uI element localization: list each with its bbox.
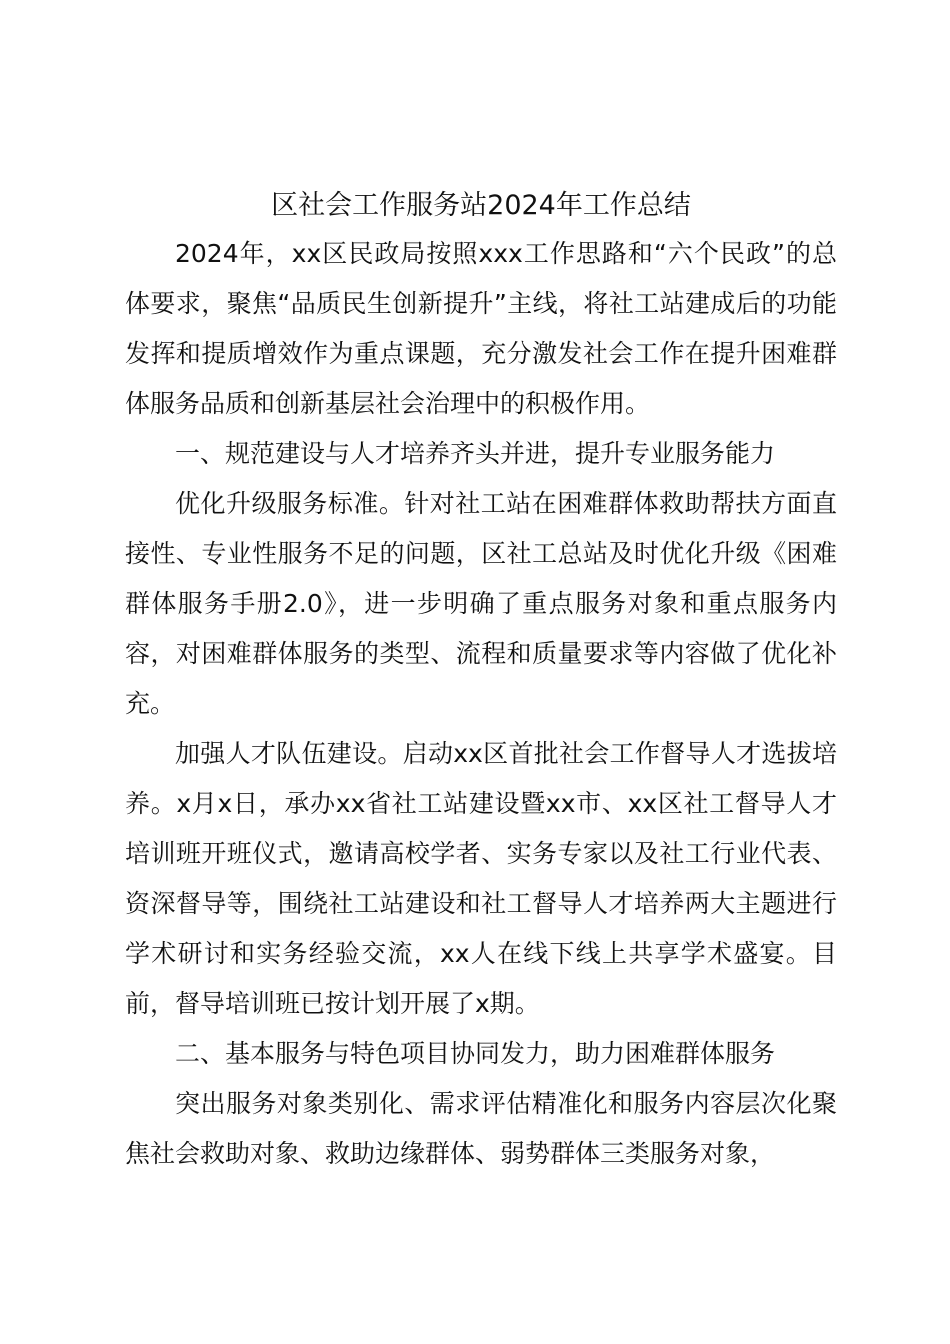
section-1-heading: 一、规范建设与人才培养齐头并进，提升专业服务能力 xyxy=(175,439,776,468)
section-1-paragraph-1: 优化升级服务标准。针对社工站在困难群体救助帮扶方面直接性、专业性服务不足的问题，区社工总站及时优化升级《困难群体服务手册2.0》，进一步明确了重点服务对象和重点服务内容，对困难群体服务的类型、流程和质量要求等内容做了优化补充。 xyxy=(125,489,837,718)
section-2-paragraph-1: 突出服务对象类别化、需求评估精准化和服务内容层次化聚焦社会救助对象、救助边缘群体、弱势群体三类服务对象， xyxy=(125,1089,837,1168)
section-1-paragraph-2: 加强人才队伍建设。启动xx区首批社会工作督导人才选拔培养。x月x日，承办xx省社工站建设暨xx市、xx区社工督导人才培训班开班仪式，邀请高校学者、实务专家以及社工行业代表、资深督导等，围绕社工站建设和社工督导人才培养两大主题进行学术研讨和实务经验交流，xx人在线下线上共享学术盛宴。目前，督导培训班已按计划开展了x期。 xyxy=(125,739,837,1018)
document-title: 区社会工作服务站2024年工作总结 xyxy=(271,190,691,221)
document-body xyxy=(125,183,837,1179)
intro-paragraph: 2024年，xx区民政局按照xxx工作思路和“六个民政”的总体要求，聚焦“品质民生创新提升”主线，将社工站建成后的功能发挥和提质增效作为重点课题，充分激发社会工作在提升困难群体服务品质和创新基层社会治理中的积极作用。 xyxy=(125,239,837,418)
section-2-heading: 二、基本服务与特色项目协同发力，助力困难群体服务 xyxy=(175,1039,776,1068)
